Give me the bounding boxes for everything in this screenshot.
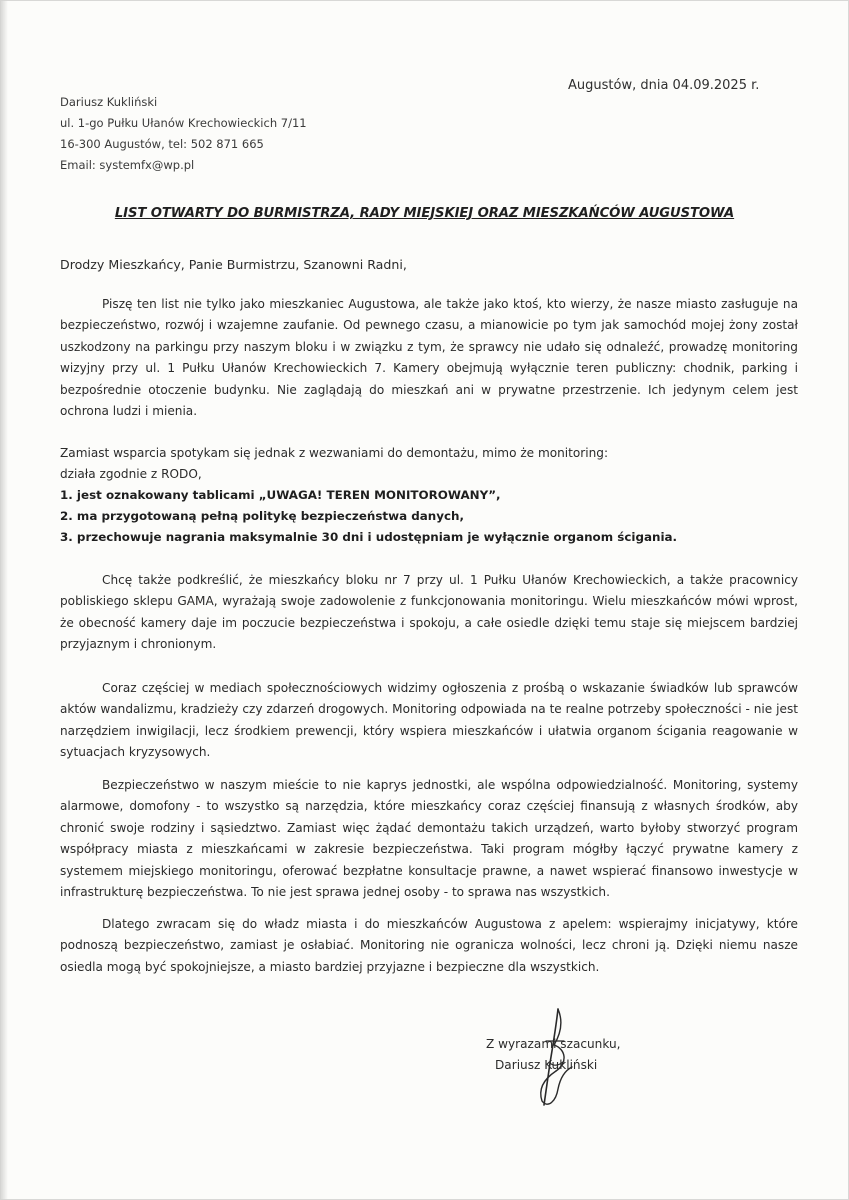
letter-date: Augustów, dnia 04.09.2025 r.	[568, 78, 760, 93]
paragraph-1: Piszę ten list nie tylko jako mieszkaniec Augustowa, ale także jako ktoś, kto wierzy, że nasze miasto zasługuje na bezpieczeństwo, rozwój i wzajemne zaufanie. Od pewnego czasu, a mianowicie po tym jak samochód mojej żony został uszkodzony na parkingu przy naszym bloku i w związku z tym, że sprawcy nie udało się odnaleźć, prowadzę monitoring wizyjny przy ul. 1 Pułku Ułanów Krechowieckich 7. Kamery obejmują wyłącznie teren publiczny: chodnik, parking i bezpośrednie otoczenie budynku. Nie zaglądają do mieszkań ani w prywatne przestrzenie. Ich jedynym celem jest ochrona ludzi i mienia.	[60, 297, 798, 419]
paragraph-4: Bezpieczeństwo w naszym mieście to nie kaprys jednostki, ale wspólna odpowiedzialność. Monitoring, systemy alarmowe, domofony - to wszystko są narzędzia, które mieszkańcy coraz częściej finansują z własnych środków, aby chronić swoje rodziny i sąsiedztwo. Zamiast więc żądać demontażu takich urządzeń, warto byłoby stworzyć program współpracy miasta z mieszkańcami w zakresie bezpieczeństwa. Taki program mógłby łączyć prywatne kamery z systemem miejskiego monitoringu, oferować bezpłatne konsultacje prawne, a nawet wspierać finansowo inwestycje w infrastrukturę bezpieczeństwa. To nie jest sprawa jednej osoby - to sprawa nas wszystkich.	[60, 778, 798, 900]
closing-name: Dariusz Kukliński	[495, 1058, 598, 1072]
list-intro-rodo: działa zgodnie z RODO,	[60, 467, 202, 481]
paragraph-3: Coraz częściej w mediach społecznościowych widzimy ogłoszenia z prośbą o wskazanie świadków lub sprawców aktów wandalizmu, kradzieży czy zdarzeń drogowych. Monitoring odpowiada na te realne potrzeby społeczności - nie jest narzędziem inwigilacji, lecz środkiem prewencji, który wspiera mieszkańców i ułatwia organom ścigania reagowanie w sytuacjach kryzysowych.	[60, 681, 798, 760]
list-item: 1. jest oznakowany tablicami „UWAGA! TEREN MONITOROWANY”,	[60, 488, 501, 502]
closing-regards: Z wyrazami szacunku,	[486, 1037, 621, 1051]
list-item: 2. ma przygotowaną pełną politykę bezpieczeństwa danych,	[60, 509, 465, 523]
paragraph-5: Dlatego zwracam się do władz miasta i do mieszkańców Augustowa z apelem: wspierajmy inicjatywy, które podnoszą bezpieczeństwo, zamiast je osłabiać. Monitoring nie ogranicza wolności, lecz chroni ją. Dzięki niemu nasze osiedla mogą być spokojniejsze, a miasto bardziej przyjazne i bezpieczne dla wszystkich.	[60, 917, 798, 974]
letter-title: LIST OTWARTY DO BURMISTRZA, RADY MIEJSKIEJ ORAZ MIESZKAŃCÓW AUGUSTOWA	[114, 206, 735, 221]
sender-address-block	[60, 92, 307, 176]
sender-city-phone: 16-300 Augustów, tel: 502 871 665	[60, 137, 264, 151]
scan-edge-shadow	[0, 0, 8, 1200]
paragraph-2: Chcę także podkreślić, że mieszkańcy bloku nr 7 przy ul. 1 Pułku Ułanów Krechowieckich, a także pracownicy pobliskiego sklepu GAMA, wyrażają swoje zadowolenie z funkcjonowania monitoringu. Wielu mieszkańców mówi wprost, że obecność kamery daje im poczucie bezpieczeństwa i spokoju, a całe osiedle dzięki temu staje się miejscem bardziej przyjaznym i chronionym.	[60, 573, 798, 652]
handwritten-signature	[520, 1005, 590, 1110]
list-item: 3. przechowuje nagrania maksymalnie 30 dni i udostępniam je wyłącznie organom ścigania.	[60, 530, 678, 544]
sender-email: Email: systemfx@wp.pl	[60, 158, 195, 172]
list-intro-line: Zamiast wsparcia spotykam się jednak z wezwaniami do demontażu, mimo że monitoring:	[60, 446, 609, 460]
monitoring-list-block	[60, 443, 800, 548]
letter-greeting: Drodzy Mieszkańcy, Panie Burmistrzu, Szanowni Radni,	[60, 257, 407, 272]
sender-name: Dariusz Kukliński	[60, 95, 158, 109]
sender-street: ul. 1-go Pułku Ułanów Krechowieckich 7/11	[60, 116, 307, 130]
